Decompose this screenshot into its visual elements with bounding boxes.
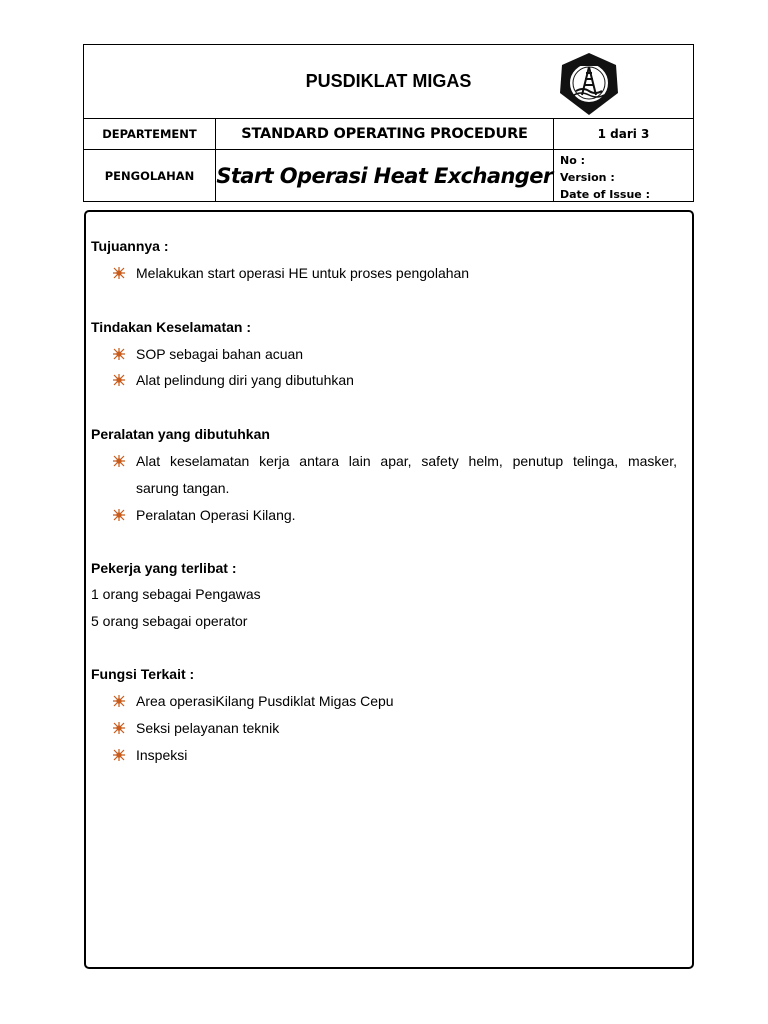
list-item: [113, 693, 394, 710]
section-heading-peralatan: Peralatan yang dibutuhkan: [91, 426, 270, 442]
document-meta: [560, 152, 650, 203]
section-heading-tujuan: Tujuannya :: [91, 238, 169, 254]
list-item: [113, 346, 303, 363]
list-item-text: Inspeksi: [136, 747, 188, 763]
department-label: DEPARTEMENT: [102, 127, 197, 141]
list-item-text: Alat keselamatan kerja antara lain apar, safety helm, penutup telinga, masker,: [136, 453, 677, 469]
list-item-text: Melakukan start operasi HE untuk proses pengolahan: [136, 265, 470, 281]
list-item-text-continued: sarung tangan.: [136, 480, 230, 496]
ornament-bullet-icon: [113, 721, 136, 737]
sop-content-box: [84, 210, 694, 969]
worker-line: 5 orang sebagai operator: [91, 613, 248, 629]
list-item: [113, 747, 187, 764]
list-item-text: Alat pelindung diri yang dibutuhkan: [136, 372, 354, 388]
pusdiklat-migas-logo-icon: [556, 51, 622, 117]
list-item: [113, 372, 354, 389]
list-item: [113, 453, 136, 470]
meta-date-of-issue: Date of Issue :: [560, 188, 650, 201]
ornament-bullet-icon: [113, 373, 136, 389]
org-title: PUSDIKLAT MIGAS: [305, 71, 472, 91]
list-item: [113, 265, 469, 282]
ornament-bullet-icon: [113, 508, 136, 524]
worker-line: 1 orang sebagai Pengawas: [91, 586, 261, 602]
list-item-text: Peralatan Operasi Kilang.: [136, 507, 296, 523]
ornament-bullet-icon: [113, 347, 136, 363]
sop-header-table: [83, 44, 694, 202]
ornament-bullet-icon: [113, 454, 136, 470]
meta-version: Version :: [560, 171, 615, 184]
ornament-bullet-icon: [113, 748, 136, 764]
meta-no: No :: [560, 154, 585, 167]
list-item-text: Seksi pelayanan teknik: [136, 720, 280, 736]
department-value: PENGOLAHAN: [104, 168, 195, 183]
list-item-text: Area operasiKilang Pusdiklat Migas Cepu: [136, 693, 394, 709]
list-item: [113, 507, 296, 524]
section-heading-pekerja: Pekerja yang terlibat :: [91, 560, 237, 576]
document-title: Start Operasi Heat Exchanger: [216, 163, 553, 188]
list-item-text: SOP sebagai bahan acuan: [136, 346, 304, 362]
section-heading-keselamatan: Tindakan Keselamatan :: [91, 319, 252, 335]
section-heading-fungsi: Fungsi Terkait :: [91, 666, 195, 682]
page-number: 1 dari 3: [597, 127, 650, 141]
ornament-bullet-icon: [113, 266, 136, 282]
sop-label: STANDARD OPERATING PROCEDURE: [241, 126, 528, 142]
ornament-bullet-icon: [113, 694, 136, 710]
list-item: [113, 720, 279, 737]
